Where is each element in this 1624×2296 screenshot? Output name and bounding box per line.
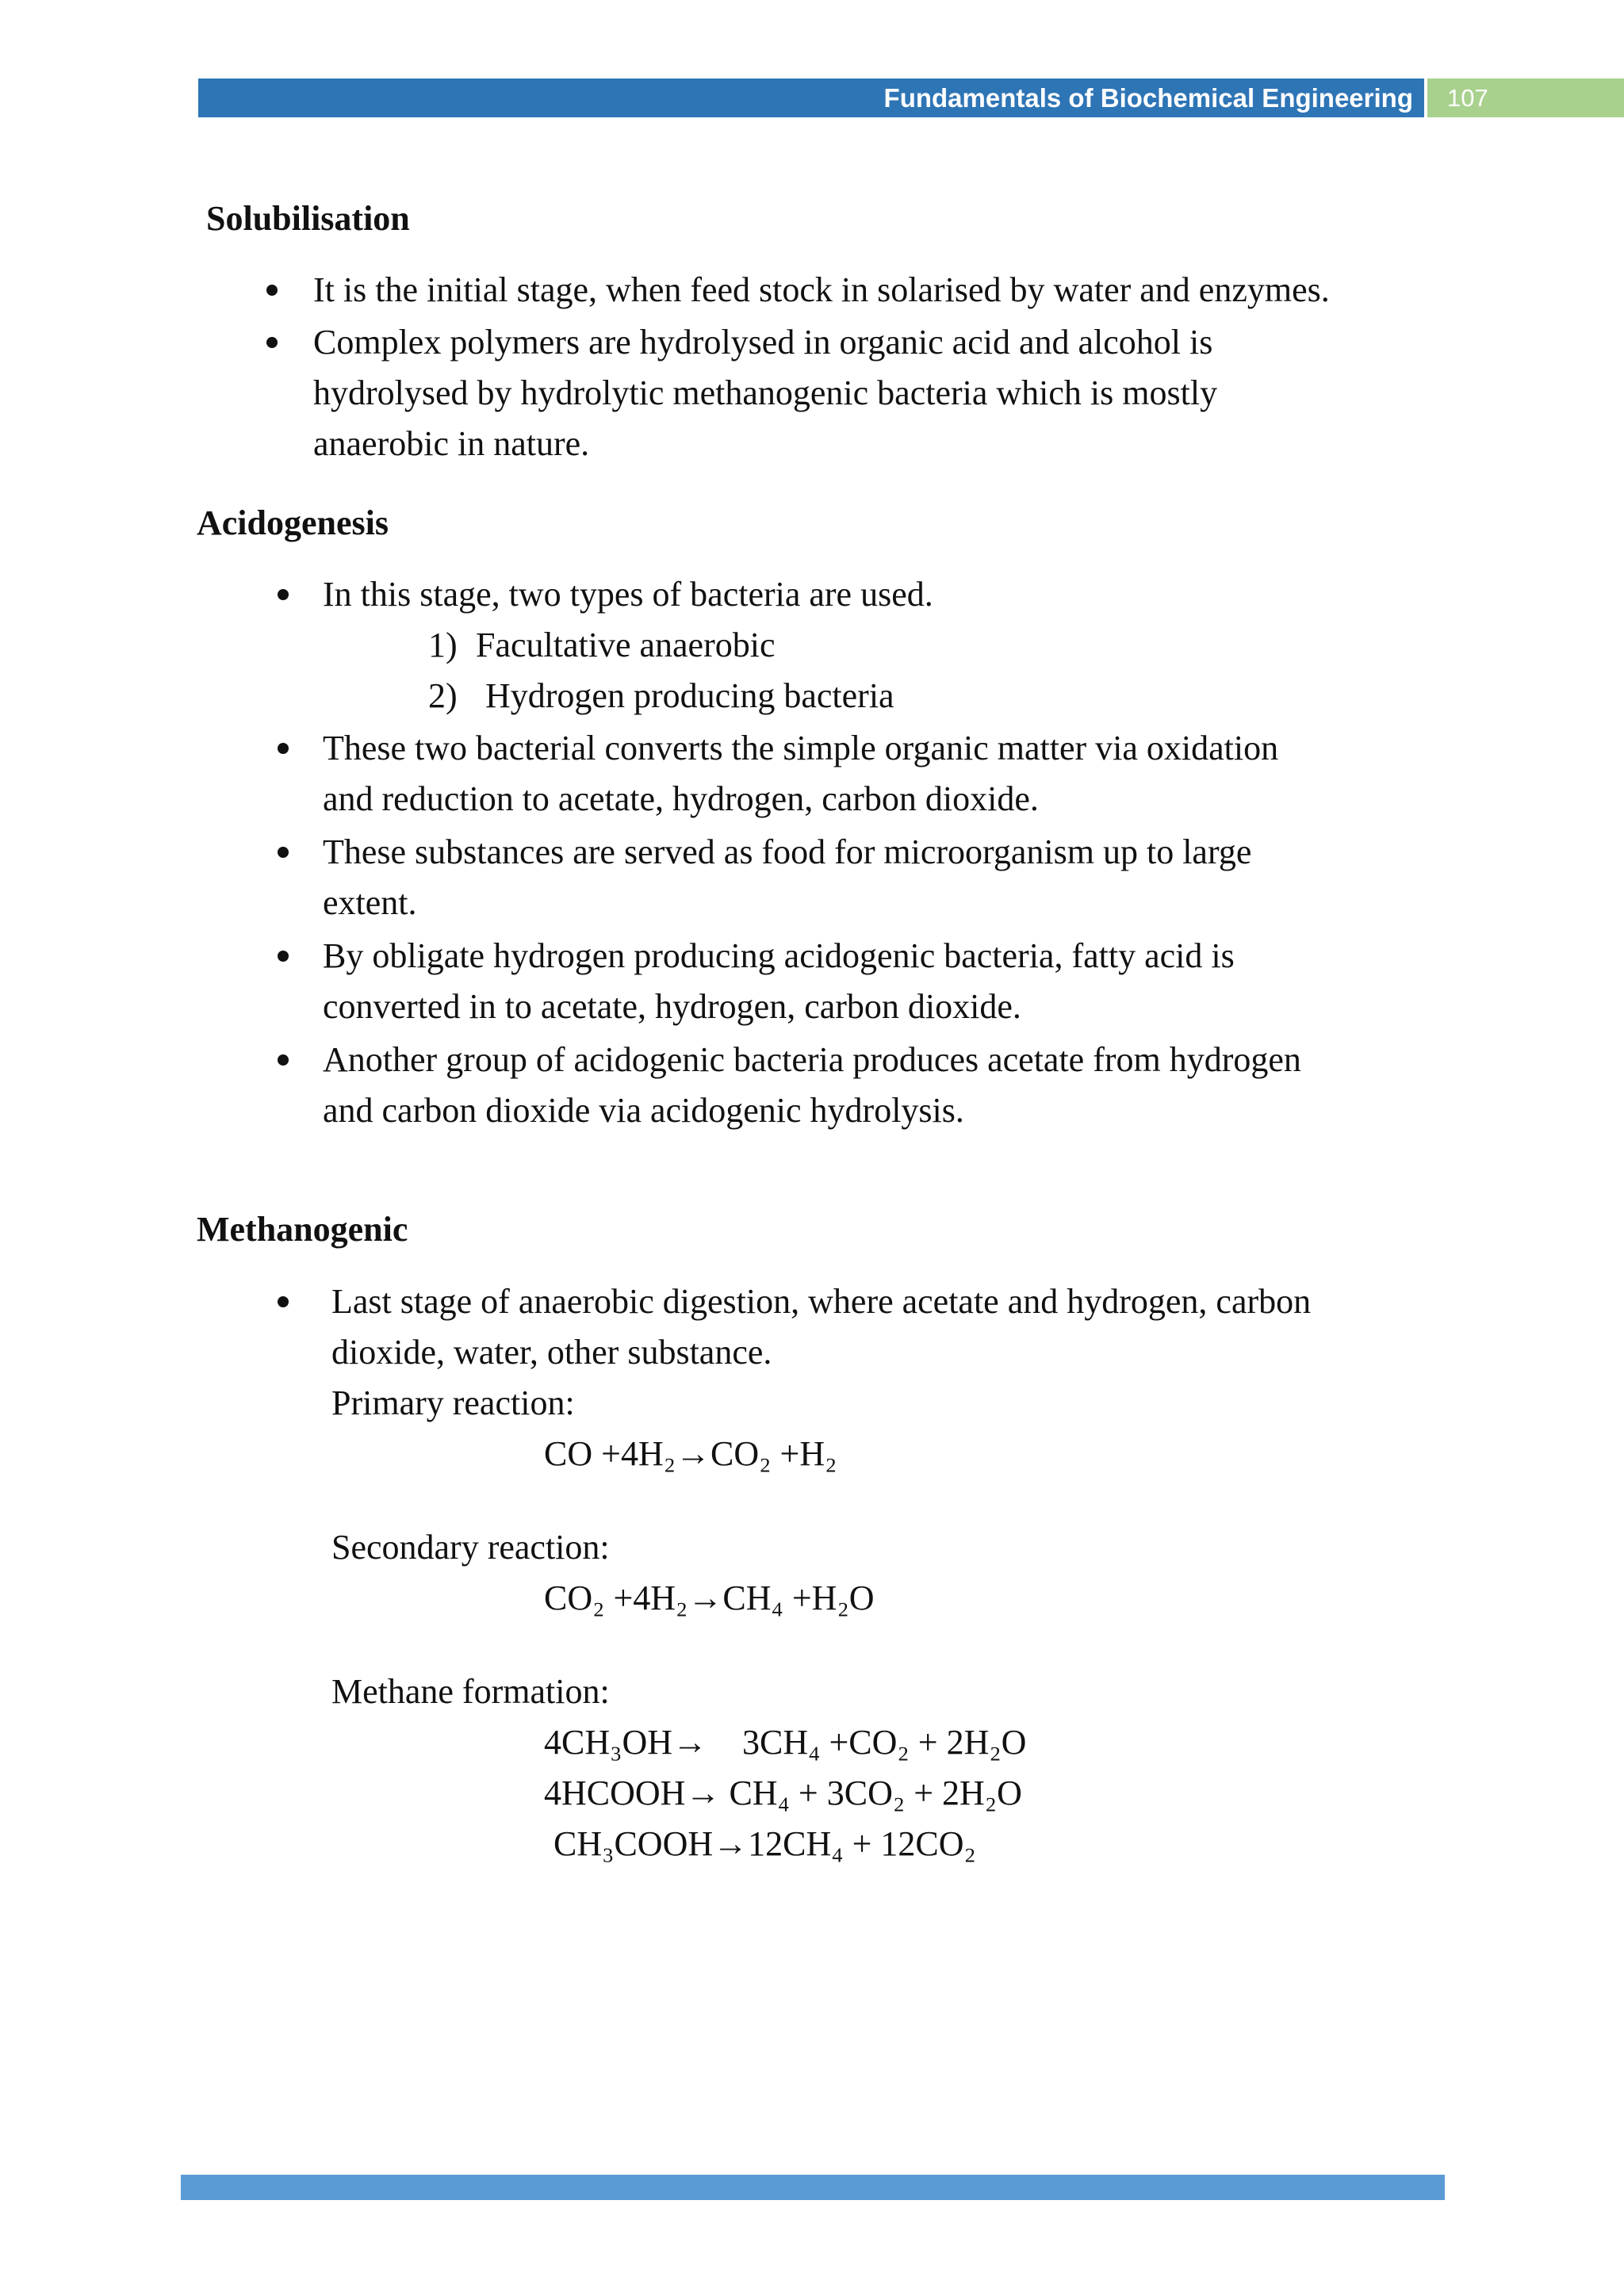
acidogenesis-bullet4-line2: converted in to acetate, hydrogen, carbon dioxide. [323, 987, 1021, 1026]
heading-solubilisation: Solubilisation [206, 199, 410, 238]
acidogenesis-bullet2-line2: and reduction to acetate, hydrogen, carbon dioxide. [323, 779, 1039, 818]
acidogenesis-sub1-text: Facultative anaerobic [476, 626, 776, 664]
acidogenesis-bullet1-line1: In this stage, two types of bacteria are used. [323, 575, 933, 614]
methane-formation-label: Methane formation: [331, 1672, 610, 1711]
header-bar [198, 78, 1424, 117]
header-title: Fundamentals of Biochemical Engineering [883, 83, 1413, 113]
methanogenic-bullet1-line1: Last stage of anaerobic digestion, where acetate and hydrogen, carbon [331, 1282, 1312, 1321]
methane-equation-2: 4HCOOH→ CH₄ + 3CO₂ + 2H₂O [544, 1774, 1022, 1812]
heading-acidogenesis: Acidogenesis [197, 503, 389, 542]
acidogenesis-sub2-text: Hydrogen producing bacteria [485, 676, 894, 715]
acidogenesis-sub2-number: 2) [428, 676, 458, 715]
acidogenesis-bullet5-line2: and carbon dioxide via acidogenic hydrolysis. [323, 1091, 964, 1130]
acidogenesis-bullet2-line1: These two bacterial converts the simple organic matter via oxidation [323, 729, 1279, 767]
page-number: 107 [1427, 78, 1624, 117]
primary-reaction-equation: CO +4H₂→CO₂ +H₂ [544, 1434, 837, 1473]
solubilisation-bullet2-line1: Complex polymers are hydrolysed in organic acid and alcohol is [313, 323, 1213, 362]
acidogenesis-bullet3-line2: extent. [323, 883, 417, 922]
bullet-icon [278, 1296, 289, 1307]
methanogenic-bullet1-line2: dioxide, water, other substance. [331, 1333, 772, 1372]
bullet-icon [266, 337, 278, 348]
acidogenesis-bullet3-line1: These substances are served as food for microorganism up to large [323, 832, 1252, 871]
acidogenesis-bullet4-line1: By obligate hydrogen producing acidogenic bacteria, fatty acid is [323, 936, 1235, 975]
primary-reaction-label: Primary reaction: [331, 1383, 575, 1422]
heading-methanogenic: Methanogenic [197, 1210, 408, 1249]
secondary-reaction-label: Secondary reaction: [331, 1528, 610, 1567]
solubilisation-bullet1-line1: It is the initial stage, when feed stock in solarised by water and enzymes. [313, 270, 1330, 309]
bullet-icon [278, 743, 289, 754]
bullet-icon [278, 589, 289, 600]
secondary-reaction-equation: CO₂ +4H₂→CH₄ +H₂O [544, 1578, 875, 1617]
solubilisation-bullet2-line3: anaerobic in nature. [313, 424, 590, 463]
bullet-icon [266, 285, 278, 296]
bullet-icon [278, 1054, 289, 1066]
bullet-icon [278, 951, 289, 962]
acidogenesis-bullet5-line1: Another group of acidogenic bacteria produces acetate from hydrogen [323, 1040, 1301, 1079]
acidogenesis-sub1-number: 1) [428, 626, 458, 664]
methane-equation-1: 4CH₃OH→ 3CH₄ +CO₂ + 2H₂O [544, 1723, 1027, 1762]
methane-equation-3: CH₃COOH→12CH₄ + 12CO₂ [553, 1824, 976, 1863]
footer-bar [181, 2175, 1445, 2200]
bullet-icon [278, 847, 289, 858]
solubilisation-bullet2-line2: hydrolysed by hydrolytic methanogenic bacteria which is mostly [313, 373, 1218, 412]
